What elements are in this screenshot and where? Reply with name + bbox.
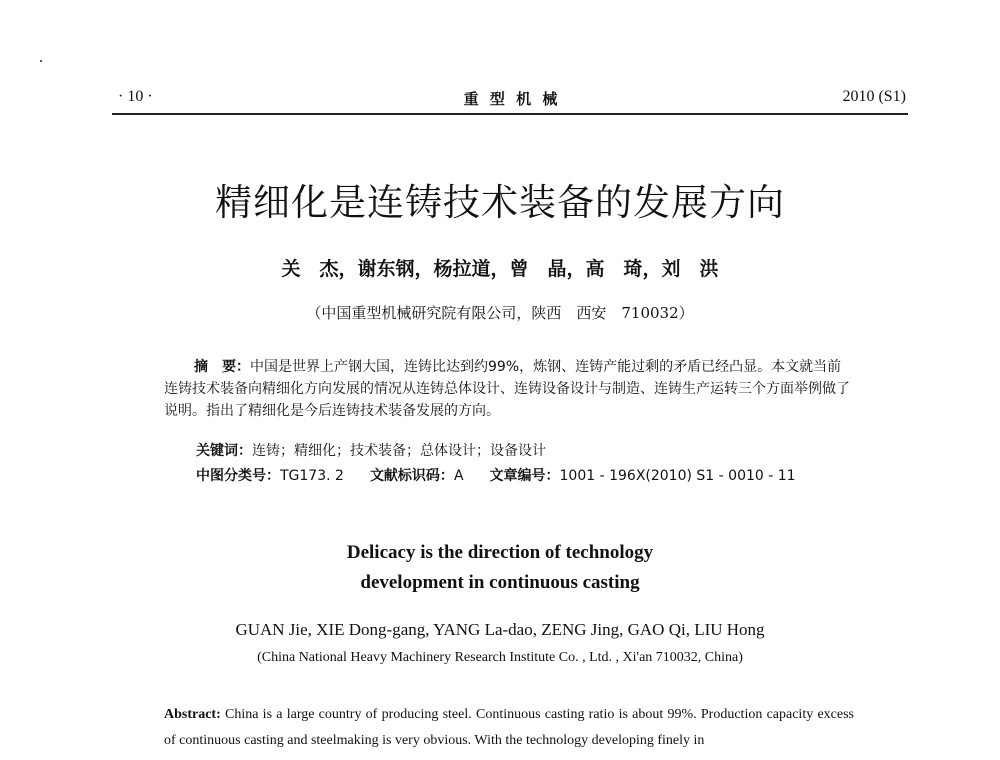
keywords-chinese: [196, 440, 546, 460]
clc-label: 中图分类号：: [196, 468, 280, 484]
article-number-label: 文章编号：: [489, 468, 560, 484]
paper-title-chinese: 精细化是连铸技术装备的发展方向: [215, 181, 785, 224]
doc-code-label: 文献标识码：: [369, 468, 454, 484]
article-number-value: 1001 - 196X(2010) S1 - 0010 - 11: [559, 468, 796, 484]
title-english-line2: development in continuous casting: [360, 572, 640, 593]
title-english-line1: Delicacy is the direction of technology: [346, 542, 654, 563]
abstract-chinese-text: 中国是世界上产钢大国，连铸比达到约99%，炼钢、连铸产能过剩的矛盾已经凸显。本文就当前连铸技术装备向精细化方向发展的情况从连铸总体设计、连铸设备设计与制造、连铸生产运转三个方面举例做了说明。指出了精细化是今后连铸技术装备发展的方向。: [164, 359, 850, 419]
abstract-english-label: Abstract:: [164, 707, 221, 722]
authors-chinese: 关 杰，谢东钢，杨拉道，曾 晶，高 琦，刘 洪: [281, 258, 719, 280]
abstract-english: [164, 702, 854, 754]
classification-line: [196, 465, 796, 485]
abstract-english-text: China is a large country of producing steel. Continuous casting ratio is about 99%. Production capacity excess of continuous casting and steelmaking is very obvious. With the technology developing finely in: [164, 707, 854, 748]
clc-value: TG173. 2: [280, 468, 344, 484]
header-rule: [112, 113, 908, 115]
issue-label: 2010 (S1): [842, 88, 906, 105]
scan-speck: [40, 60, 42, 62]
authors-english: GUAN Jie, XIE Dong-gang, YANG La-dao, ZENG Jing, GAO Qi, LIU Hong: [235, 620, 765, 639]
paper-title-english: [0, 538, 1000, 598]
page-number: · 10 ·: [118, 88, 153, 105]
abstract-chinese: [164, 356, 854, 422]
affiliation-english: (China National Heavy Machinery Research Institute Co. , Ltd. , Xi'an 710032, China): [257, 650, 743, 665]
running-header: [118, 88, 906, 110]
doc-code-value: A: [453, 468, 464, 484]
keywords-text: 连铸；精细化；技术装备；总体设计；设备设计: [252, 443, 546, 459]
abstract-chinese-label: 摘 要：: [194, 359, 250, 375]
affiliation-chinese: （中国重型机械研究院有限公司，陕西 西安 710032）: [306, 304, 694, 322]
journal-name: 重 型 机 械: [463, 90, 561, 108]
keywords-label: 关键词：: [196, 443, 252, 459]
